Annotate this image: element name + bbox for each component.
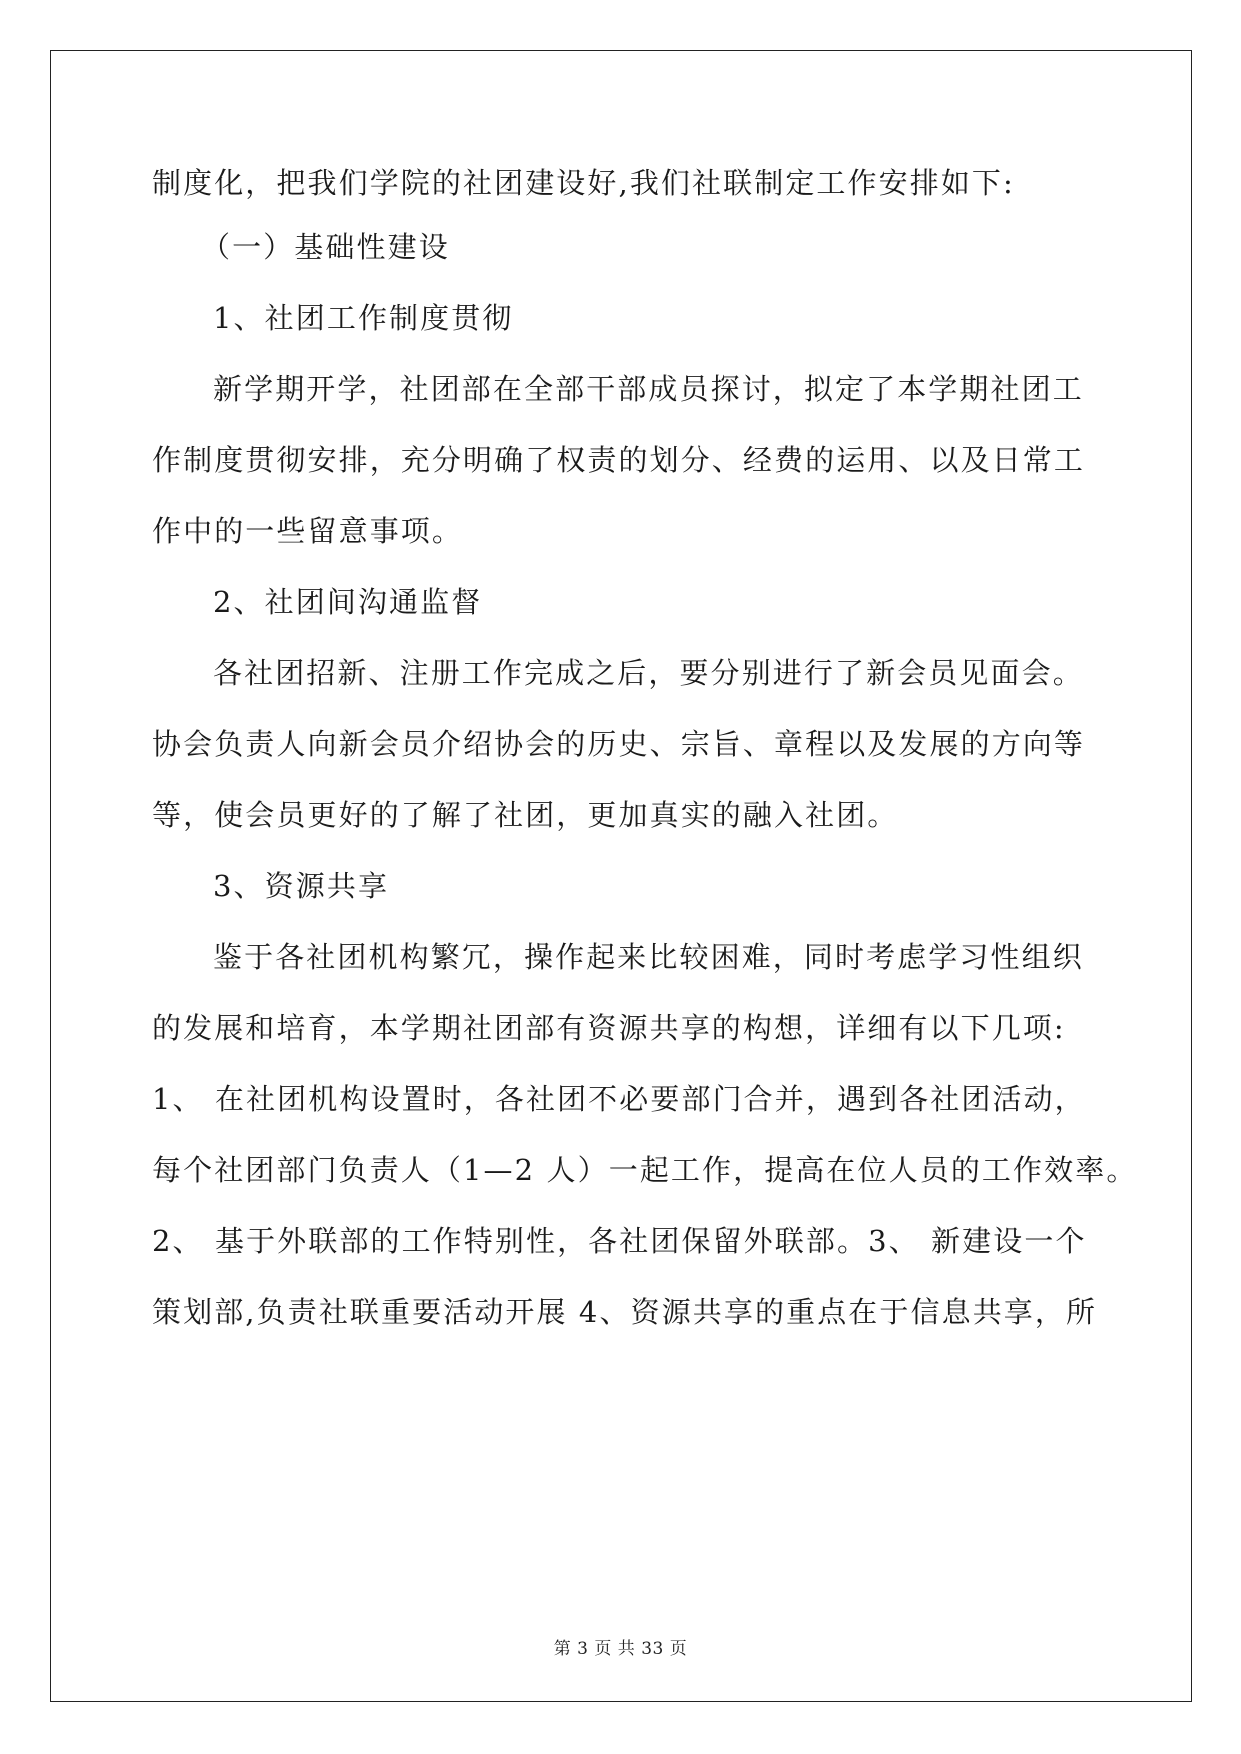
text-line: 作中的一些留意事项。 — [152, 514, 464, 548]
text-line: 2、 基于外联部的工作特别性，各社团保留外联部。3、 新建设一个 — [152, 1224, 1087, 1258]
text-line: 每个社团部门负责人（1—2 人）一起工作，提高在位人员的工作效率。 — [152, 1153, 1138, 1187]
text-line: 1、 在社团机构设置时，各社团不必要部门合并，遇到各社团活动， — [152, 1082, 1086, 1116]
page-number-footer: 第 3 页 共 33 页 — [553, 1639, 688, 1659]
text-line: 协会负责人向新会员介绍协会的历史、宗旨、章程以及发展的方向等 — [152, 727, 1086, 761]
text-line: 新学期开学，社团部在全部干部成员探讨，拟定了本学期社团工 — [213, 372, 1084, 406]
subsection-heading: 3、资源共享 — [213, 869, 390, 903]
text-line: 策划部,负责社联重要活动开展 4、资源共享的重点在于信息共享，所 — [152, 1295, 1098, 1329]
section-heading: （一）基础性建设 — [201, 230, 450, 264]
text-line: 作制度贯彻安排，充分明确了权责的划分、经费的运用、以及日常工 — [152, 443, 1086, 477]
subsection-heading: 2、社团间沟通监督 — [213, 585, 483, 619]
text-line: 鉴于各社团机构繁冗，操作起来比较困难，同时考虑学习性组织 — [213, 940, 1084, 974]
subsection-heading: 1、社团工作制度贯彻 — [213, 301, 514, 335]
text-line: 等，使会员更好的了解了社团，更加真实的融入社团。 — [152, 798, 899, 832]
text-line: 的发展和培育，本学期社团部有资源共享的构想，详细有以下几项: — [152, 1011, 1066, 1045]
text-line: 各社团招新、注册工作完成之后，要分别进行了新会员见面会。 — [213, 656, 1084, 690]
text-line: 制度化，把我们学院的社团建设好,我们社联制定工作安排如下: — [152, 166, 1015, 200]
